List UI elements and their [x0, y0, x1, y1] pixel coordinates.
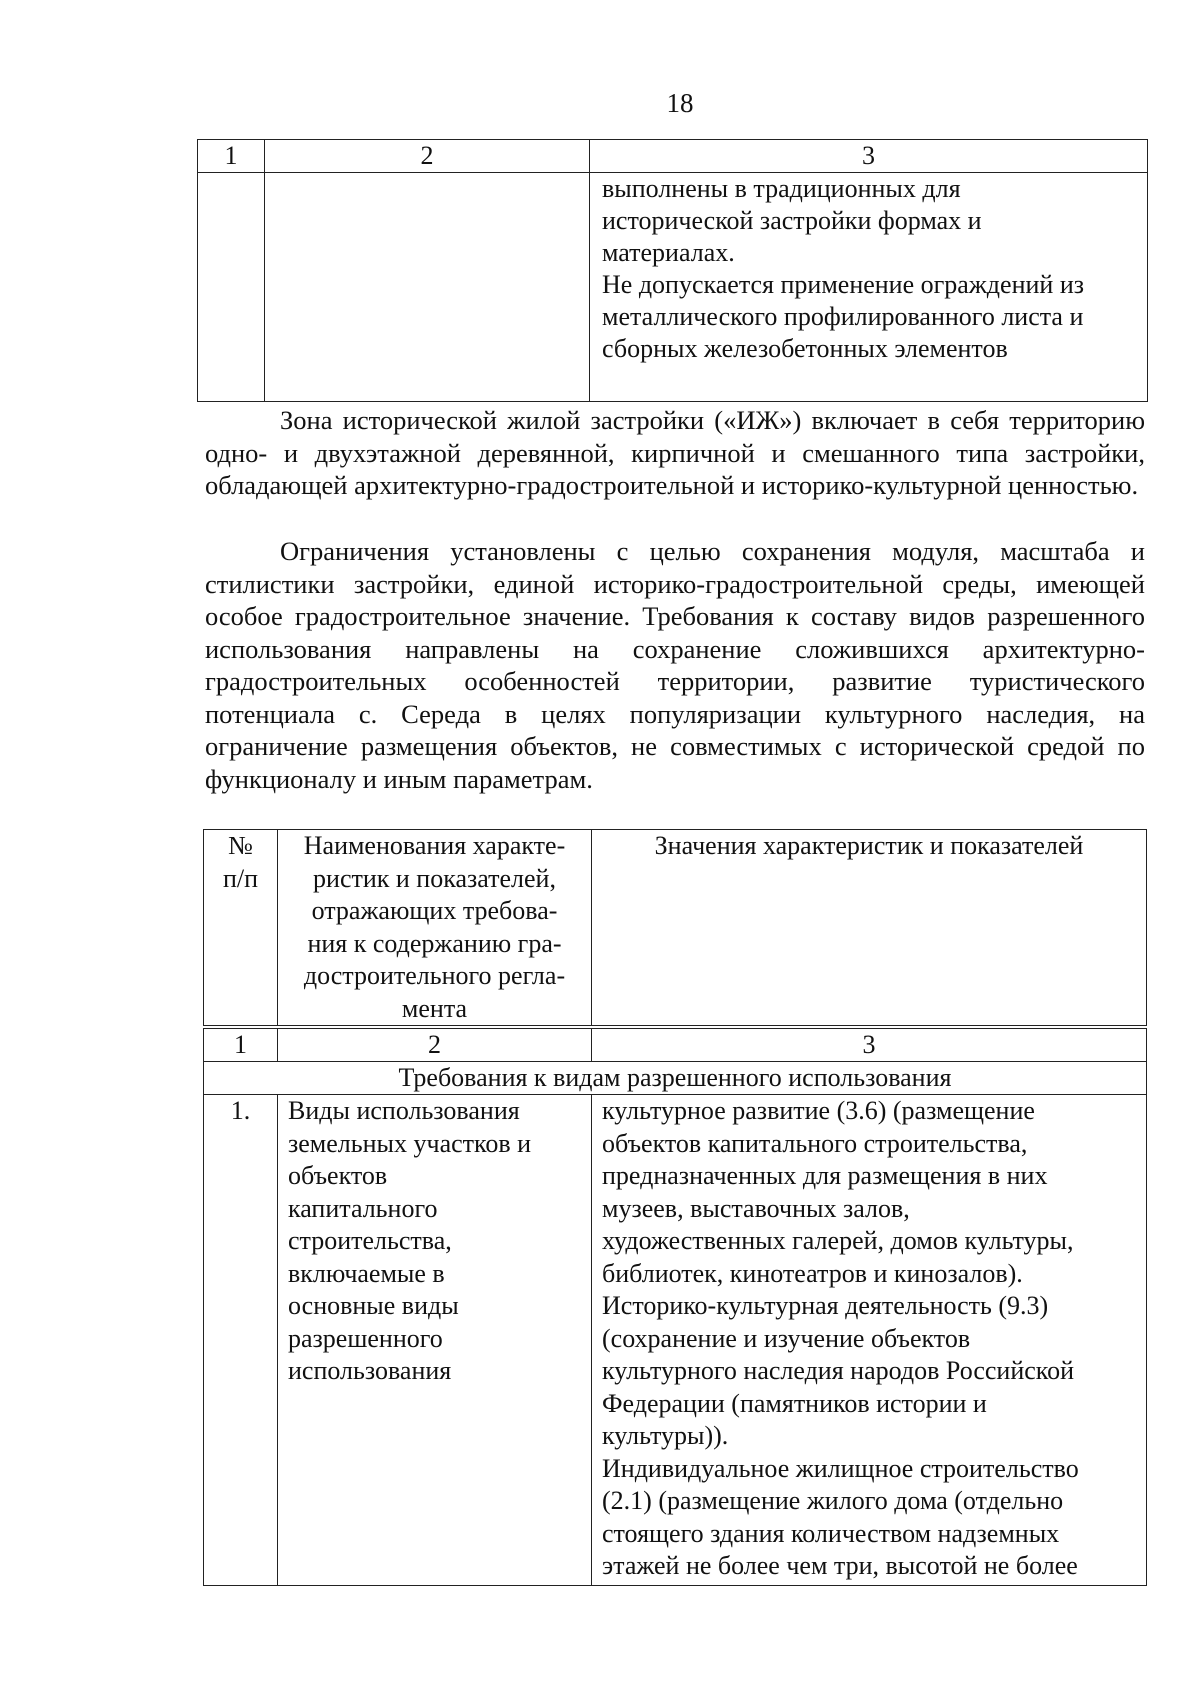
- header-line: достроительного регла-: [303, 961, 566, 990]
- text-line: объектов капитального строительства,: [602, 1128, 1028, 1158]
- page-number: 18: [666, 88, 694, 118]
- text-line: Не допускается применение ограждений из: [602, 270, 1085, 299]
- text-line: Индивидуальное жилищное строительство: [602, 1453, 1079, 1483]
- requirements-cell: [590, 173, 1148, 402]
- column-number-3: 3: [592, 1027, 1147, 1062]
- text-line: (2.1) (размещение жилого дома (отдельно: [602, 1486, 1064, 1515]
- empty-cell: [198, 173, 265, 402]
- empty-cell: [265, 173, 590, 402]
- header-line: ристик и показателей,: [313, 863, 556, 893]
- header-line: мента: [401, 993, 468, 1023]
- table-header-row: [204, 830, 1147, 1028]
- number-header-cell: [204, 830, 278, 1028]
- header-line: №: [228, 831, 253, 860]
- column-number-1: 1: [204, 1027, 278, 1062]
- continuation-table: [197, 139, 1148, 402]
- table-header-row: [198, 140, 1148, 173]
- column-number-2: 2: [265, 140, 590, 173]
- characteristic-name-cell: [278, 1095, 592, 1586]
- text-line: металлического профилированного листа и: [602, 302, 1084, 331]
- section-title: Требования к видам разрешенного использования: [204, 1062, 1147, 1095]
- table-row: [198, 173, 1148, 402]
- paragraph: Зона исторической жилой застройки («ИЖ») включает в себя территорию одно- и двухэтажной деревянной, кирпичной и смешанного типа застройки, обладающей архитектурно-градостроительной и историко-культурной ценностью.: [205, 405, 1145, 500]
- text-line: культурного наследия народов Российской: [602, 1356, 1075, 1385]
- text-line: стоящего здания количеством надземных: [602, 1518, 1060, 1548]
- text-line: исторической застройки формах и: [602, 206, 982, 235]
- column-number-3: 3: [590, 140, 1148, 173]
- table-row: [204, 1095, 1147, 1586]
- text-line: строительства,: [288, 1226, 452, 1255]
- text-line: музеев, выставочных залов,: [602, 1193, 910, 1223]
- characteristic-value-cell: [592, 1095, 1147, 1586]
- text-line: Федерации (памятников истории и: [602, 1388, 987, 1418]
- text-line: использования: [288, 1356, 452, 1385]
- text-line: основные виды: [288, 1291, 459, 1320]
- regulations-table: [203, 829, 1147, 1586]
- text-line: предназначенных для размещения в них: [602, 1161, 1048, 1190]
- section-title-row: [204, 1062, 1147, 1095]
- text-line: включаемые в: [288, 1258, 445, 1288]
- header-line: Наименования характе-: [303, 831, 566, 860]
- restrictions-description: [205, 535, 1145, 795]
- row-number: 1.: [204, 1095, 278, 1586]
- text-line: (сохранение и изучение объектов: [602, 1323, 971, 1353]
- value-header-cell: Значения характеристик и показателей: [592, 830, 1147, 1028]
- text-line: этажей не более чем три, высотой не более: [602, 1551, 1078, 1580]
- text-line: культуры)).: [602, 1421, 729, 1450]
- text-line: Виды использования: [288, 1096, 520, 1125]
- column-number-2: 2: [278, 1027, 592, 1062]
- text-line: культурное развитие (3.6) (размещение: [602, 1096, 1035, 1125]
- column-numbers-row: [204, 1027, 1147, 1062]
- text-line: капитального: [288, 1193, 438, 1223]
- header-line: ния к содержанию гра-: [307, 928, 562, 958]
- text-line: выполнены в традиционных для: [602, 174, 961, 203]
- name-header-cell: [278, 830, 592, 1028]
- text-line: Историко-культурная деятельность (9.3): [602, 1291, 1049, 1320]
- text-line: сборных железобетонных элементов: [602, 334, 1008, 363]
- paragraph: Ограничения установлены с целью сохранения модуля, масштаба и стилистики застройки, единой историко-градостроительной среды, имеющей особое градостроительное значение. Требования к составу видов разрешенного использования направлены на сохранение сложившихся архитектурно-градостроительных особенностей территории, развитие туристического потенциала с. Середа в целях популяризации культурного наследия, на ограничение размещения объектов, не совместимых с исторической средой по функционалу и иным параметрам.: [205, 536, 1145, 794]
- text-line: художественных галерей, домов культуры,: [602, 1226, 1074, 1255]
- column-number-1: 1: [198, 140, 265, 173]
- header-line: отражающих требова-: [311, 896, 558, 925]
- text-line: объектов: [288, 1161, 388, 1190]
- header-line: п/п: [222, 863, 259, 893]
- text-line: земельных участков и: [288, 1128, 532, 1158]
- text-line: разрешенного: [288, 1323, 443, 1353]
- zone-description: [205, 404, 1145, 502]
- text-line: библиотек, кинотеатров и кинозалов).: [602, 1258, 1023, 1288]
- text-line: материалах.: [602, 238, 735, 267]
